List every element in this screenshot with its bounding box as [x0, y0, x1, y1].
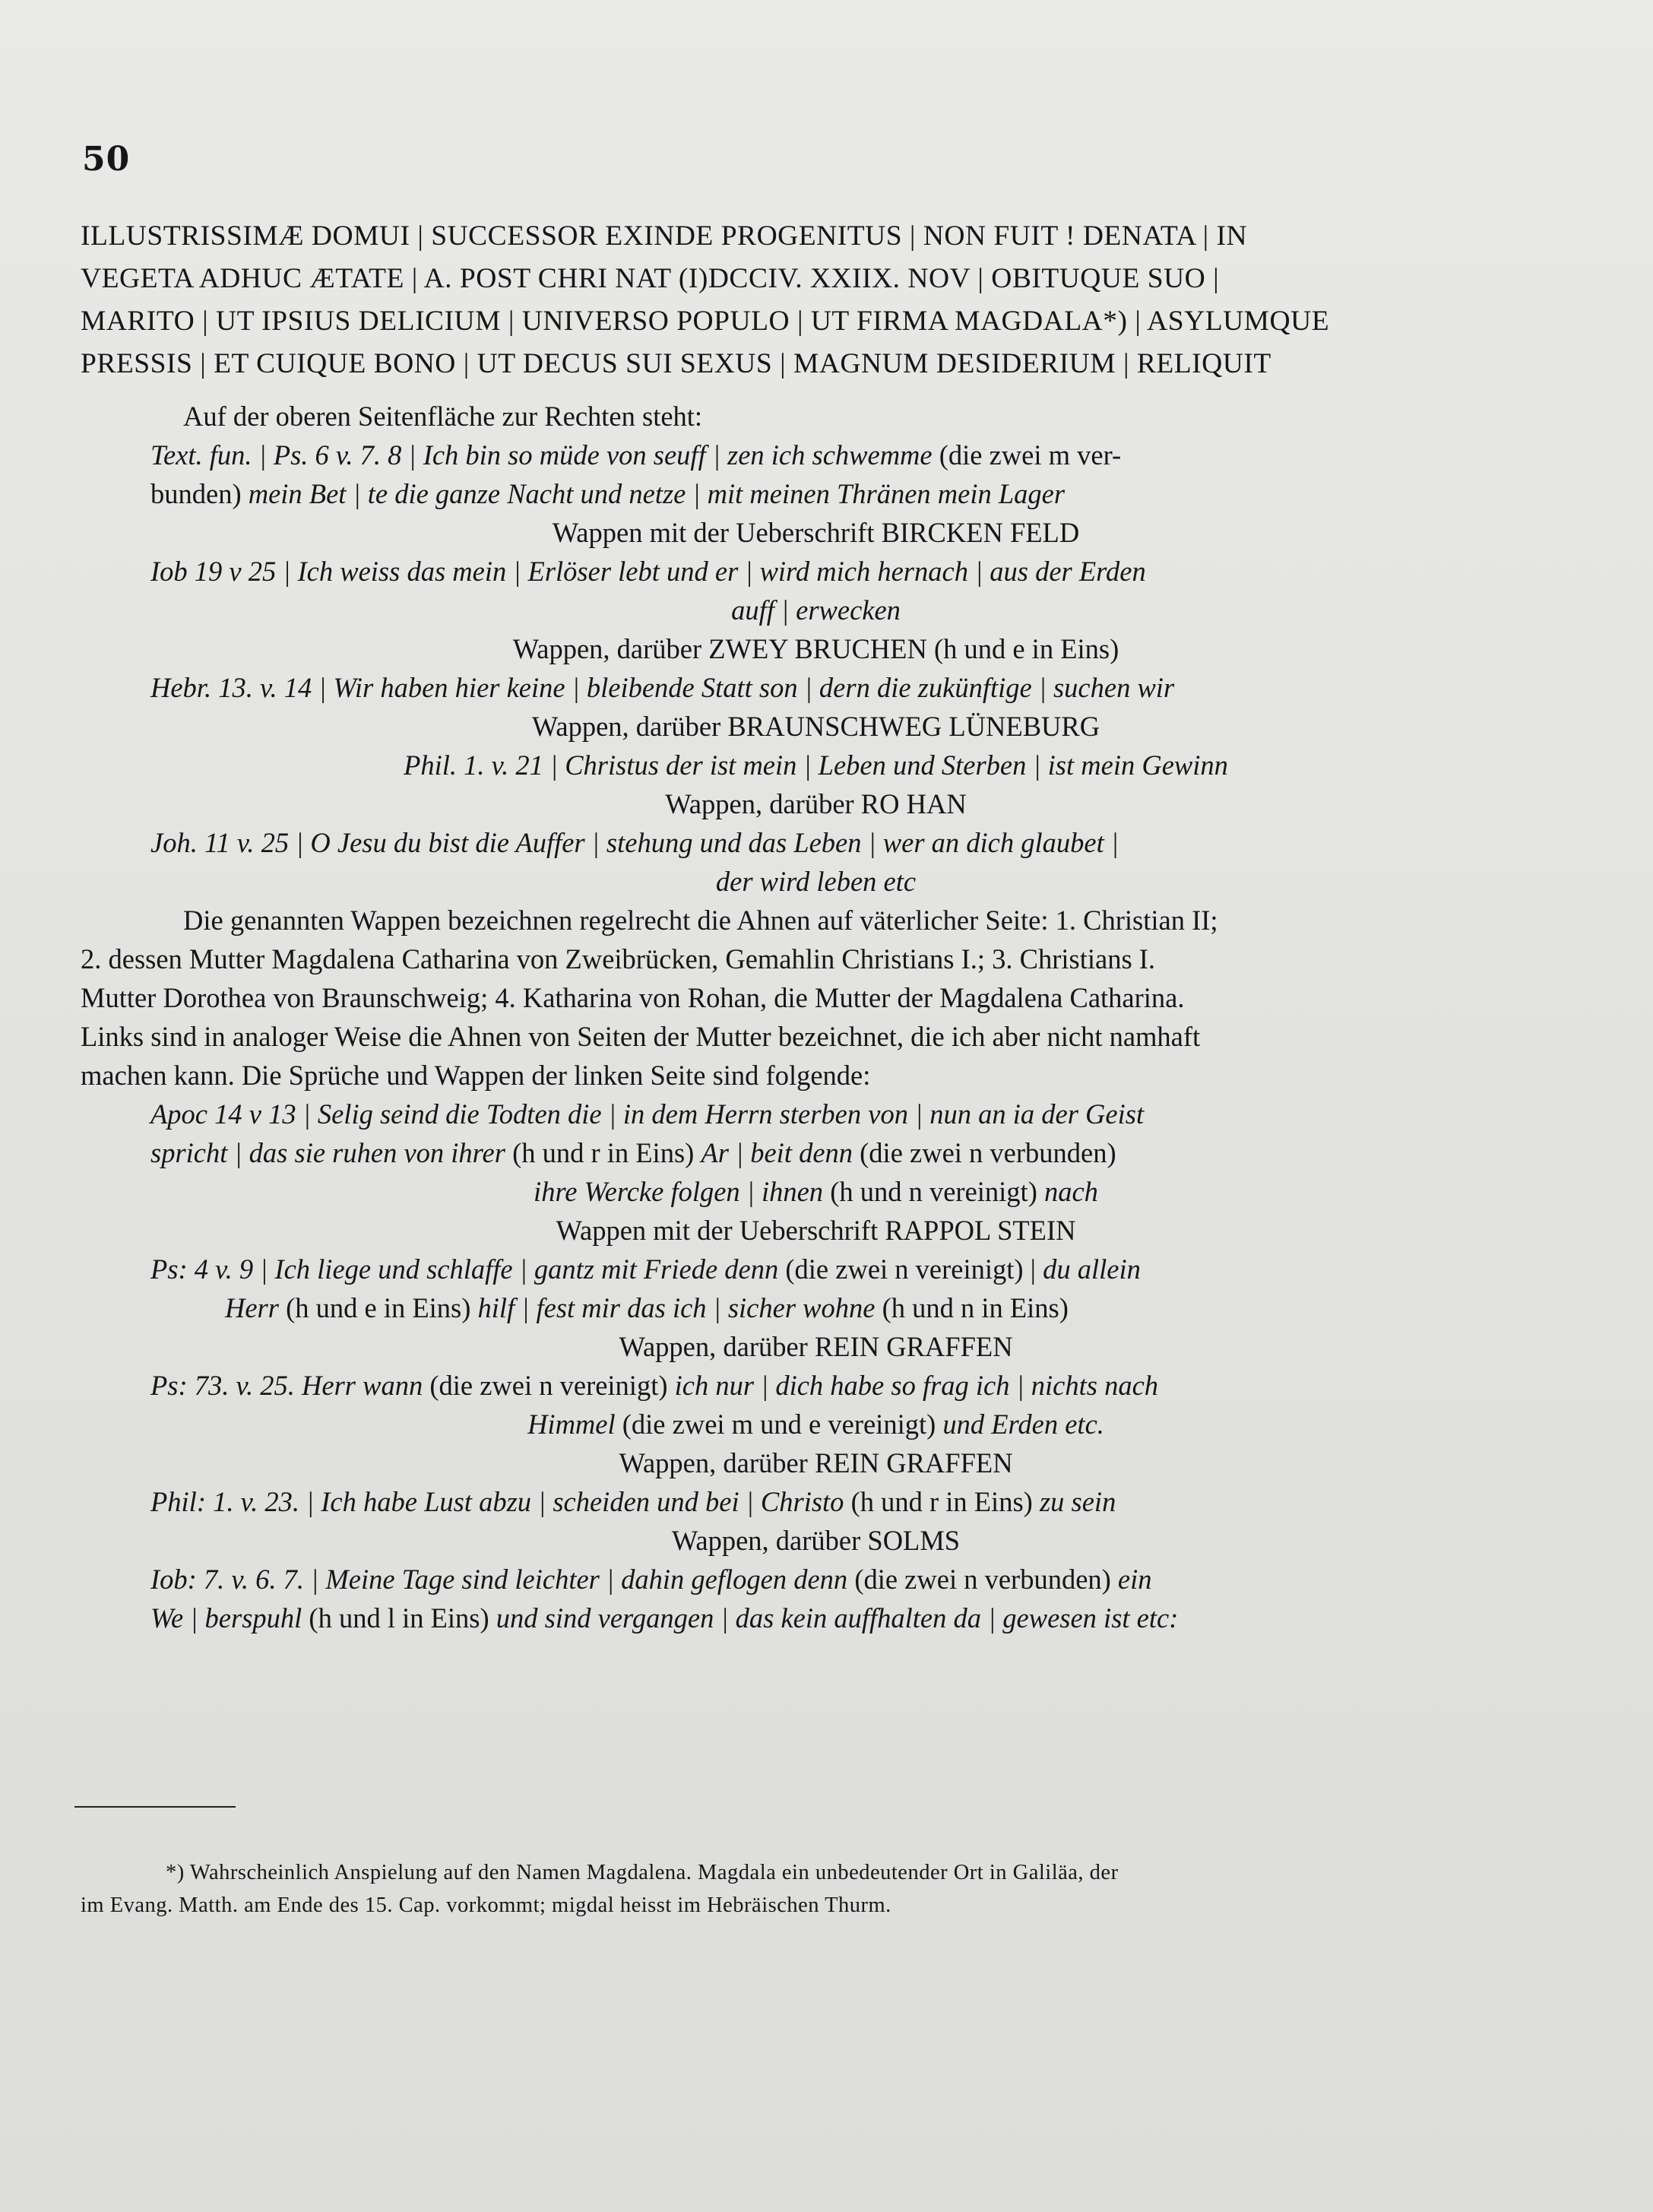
verse-text: du allein: [1043, 1253, 1141, 1285]
coat-of-arms-caption: Wappen, darüber SOLMS: [671, 1525, 961, 1556]
inscription-line: VEGETA ADHUC ÆTATE | A. POST CHRI NAT (I)DCCIV. XXIIX. NOV | OBITUQUE SUO |: [81, 263, 1220, 294]
verse-line: [81, 1560, 1551, 1599]
verse-note: (die zwei m und e vereinigt): [622, 1409, 936, 1440]
verse-text: Ps: 73. v. 25. Herr wann: [150, 1370, 423, 1401]
verse-text: Ar | beit denn: [701, 1137, 853, 1168]
verse-note: (h und n vereinigt): [830, 1176, 1037, 1207]
footnote-line: *) Wahrscheinlich Anspielung auf den Namen Magdalena. Magdala ein unbedeutender Ort in Galiläa, der: [166, 1861, 1119, 1884]
coat-of-arms-caption: Wappen mit der Ueberschrift RAPPOL STEIN: [556, 1215, 1076, 1246]
verse-note: (h und l in Eins): [309, 1602, 489, 1634]
paragraph-line: machen kann. Die Sprüche und Wappen der linken Seite sind folgende:: [81, 1060, 871, 1091]
verse-line: [81, 746, 1551, 784]
verse-line: [81, 474, 1551, 513]
verse-line: [81, 823, 1551, 862]
coat-of-arms-caption: Wappen, darüber REIN GRAFFEN: [619, 1331, 1013, 1362]
verse-text: nach: [1043, 1176, 1098, 1207]
verse-line: [81, 1405, 1551, 1444]
verse-line: [81, 1482, 1551, 1521]
verse-line: [81, 1599, 1551, 1637]
verse-text: Iob: 7. v. 6. 7. | Meine Tage sind leichter | dahin geflogen denn: [150, 1564, 848, 1595]
right-side-section: [81, 397, 1551, 1637]
verse-line: [81, 668, 1551, 707]
verse-text: und Erden etc.: [942, 1409, 1104, 1440]
verse-text: Hebr. 13. v. 14 | Wir haben hier keine | bleibende Statt son | dern die zukünftige | suchen wir: [150, 672, 1175, 703]
verse-text: mein Bet | te die ganze Nacht und netze | mit meinen Thränen mein Lager: [248, 478, 1066, 509]
footnote: [81, 1856, 1551, 1922]
inscription-line: MARITO | UT IPSIUS DELICIUM | UNIVERSO POPULO | UT FIRMA MAGDALA*) | ASYLUMQUE: [81, 306, 1330, 337]
paragraph-line: Links sind in analoger Weise die Ahnen von Seiten der Mutter bezeichnet, die ich aber nicht namhaft: [81, 1021, 1201, 1052]
paragraph-line: Mutter Dorothea von Braunschweig; 4. Katharina von Rohan, die Mutter der Magdalena Catharina.: [81, 982, 1185, 1013]
coat-of-arms-caption: Wappen, darüber ZWEY BRUCHEN (h und e in Eins): [512, 633, 1119, 664]
verse-note: bunden): [150, 478, 242, 509]
inscription-line: PRESSIS | ET CUIQUE BONO | UT DECUS SUI SEXUS | MAGNUM DESIDERIUM | RELIQUIT: [81, 348, 1271, 379]
page-number: 50: [82, 140, 131, 179]
verse-text: zu sein: [1039, 1486, 1116, 1517]
verse-line: [81, 1366, 1551, 1405]
verse-note: (die zwei n vereinigt): [429, 1370, 668, 1401]
verse-text: hilf | fest mir das ich | sicher wohne: [477, 1292, 876, 1323]
verse-note: (die zwei n verbunden): [860, 1137, 1116, 1168]
verse-note: (h und r in Eins): [850, 1486, 1033, 1517]
paragraph-line: Die genannten Wappen bezeichnen regelrecht die Ahnen auf väterlicher Seite: 1. Christian II;: [183, 905, 1218, 936]
coat-of-arms-caption: Wappen mit der Ueberschrift BIRCKEN FELD: [552, 517, 1080, 548]
verse-text: und sind vergangen | das kein auffhalten da | gewesen ist etc:: [496, 1602, 1179, 1634]
verse-line: [81, 591, 1551, 629]
verse-text: ein: [1117, 1564, 1152, 1595]
coat-of-arms-caption: Wappen, darüber REIN GRAFFEN: [619, 1447, 1013, 1478]
verse-line: [81, 1250, 1551, 1288]
verse-line: [81, 862, 1551, 901]
inscription-line: ILLUSTRISSIMÆ DOMUI | SUCCESSOR EXINDE PROGENITUS | NON FUIT ! DENATA | IN: [81, 220, 1248, 252]
verse-line: [81, 1133, 1551, 1172]
verse-note: (die zwei m ver-: [939, 439, 1122, 471]
verse-note: (h und n in Eins): [882, 1292, 1069, 1323]
verse-line: [81, 1288, 1551, 1327]
verse-text: Iob 19 v 25 | Ich weiss das mein | Erlöser lebt und er | wird mich hernach | aus der Erden: [150, 556, 1146, 587]
verse-text: Joh. 11 v. 25 | O Jesu du bist die Auffer | stehung und das Leben | wer an dich glaubet |: [150, 827, 1119, 858]
verse-line: [81, 1095, 1551, 1133]
verse-text: Text. fun. | Ps. 6 v. 7. 8 | Ich bin so müde von seuff | zen ich schwemme: [150, 439, 933, 471]
verse-text: Apoc 14 v 13 | Selig seind die Todten die | in dem Herrn sterben von | nun an ia der Geist: [150, 1098, 1145, 1130]
verse-text: auff | erwecken: [731, 594, 901, 626]
verse-line: [81, 552, 1551, 591]
verse-text: ich nur | dich habe so frag ich | nichts nach: [674, 1370, 1159, 1401]
paragraph-line: 2. dessen Mutter Magdalena Catharina von Zweibrücken, Gemahlin Christians I.; 3. Christians I.: [81, 943, 1156, 974]
verse-note: (die zwei n verbunden): [854, 1564, 1111, 1595]
verse-text: Phil. 1. v. 21 | Christus der ist mein | Leben und Sterben | ist mein Gewinn: [404, 749, 1228, 781]
verse-text: Phil: 1. v. 23. | Ich habe Lust abzu | scheiden und bei | Christo: [150, 1486, 844, 1517]
verse-line: [81, 1172, 1551, 1211]
footnote-separator: [74, 1806, 236, 1808]
footnote-line: im Evang. Matth. am Ende des 15. Cap. vorkommt; migdal heisst im Hebräischen Thurm.: [81, 1894, 891, 1917]
verse-text: Himmel: [527, 1409, 616, 1440]
latin-inscription: [81, 215, 1551, 385]
coat-of-arms-caption: Wappen, darüber BRAUNSCHWEG LÜNEBURG: [531, 711, 1100, 742]
verse-text: ihre Wercke folgen | ihnen: [534, 1176, 824, 1207]
coat-of-arms-caption: Wappen, darüber RO HAN: [665, 788, 967, 819]
verse-note: (h und e in Eins): [286, 1292, 471, 1323]
verse-note: (die zwei n vereinigt) |: [785, 1253, 1036, 1285]
verse-text: Ps: 4 v. 9 | Ich liege und schlaffe | gantz mit Friede denn: [150, 1253, 779, 1285]
verse-line: [81, 436, 1551, 474]
verse-text: We | berspuhl: [150, 1602, 302, 1634]
verse-note: (h und r in Eins): [512, 1137, 695, 1168]
verse-text: Herr: [225, 1292, 279, 1323]
intro-right-heading: Auf der oberen Seitenfläche zur Rechten steht:: [183, 401, 703, 432]
verse-text: der wird leben etc: [715, 866, 917, 897]
explanatory-paragraph: [81, 901, 1551, 1095]
verse-text: spricht | das sie ruhen von ihrer: [150, 1137, 505, 1168]
